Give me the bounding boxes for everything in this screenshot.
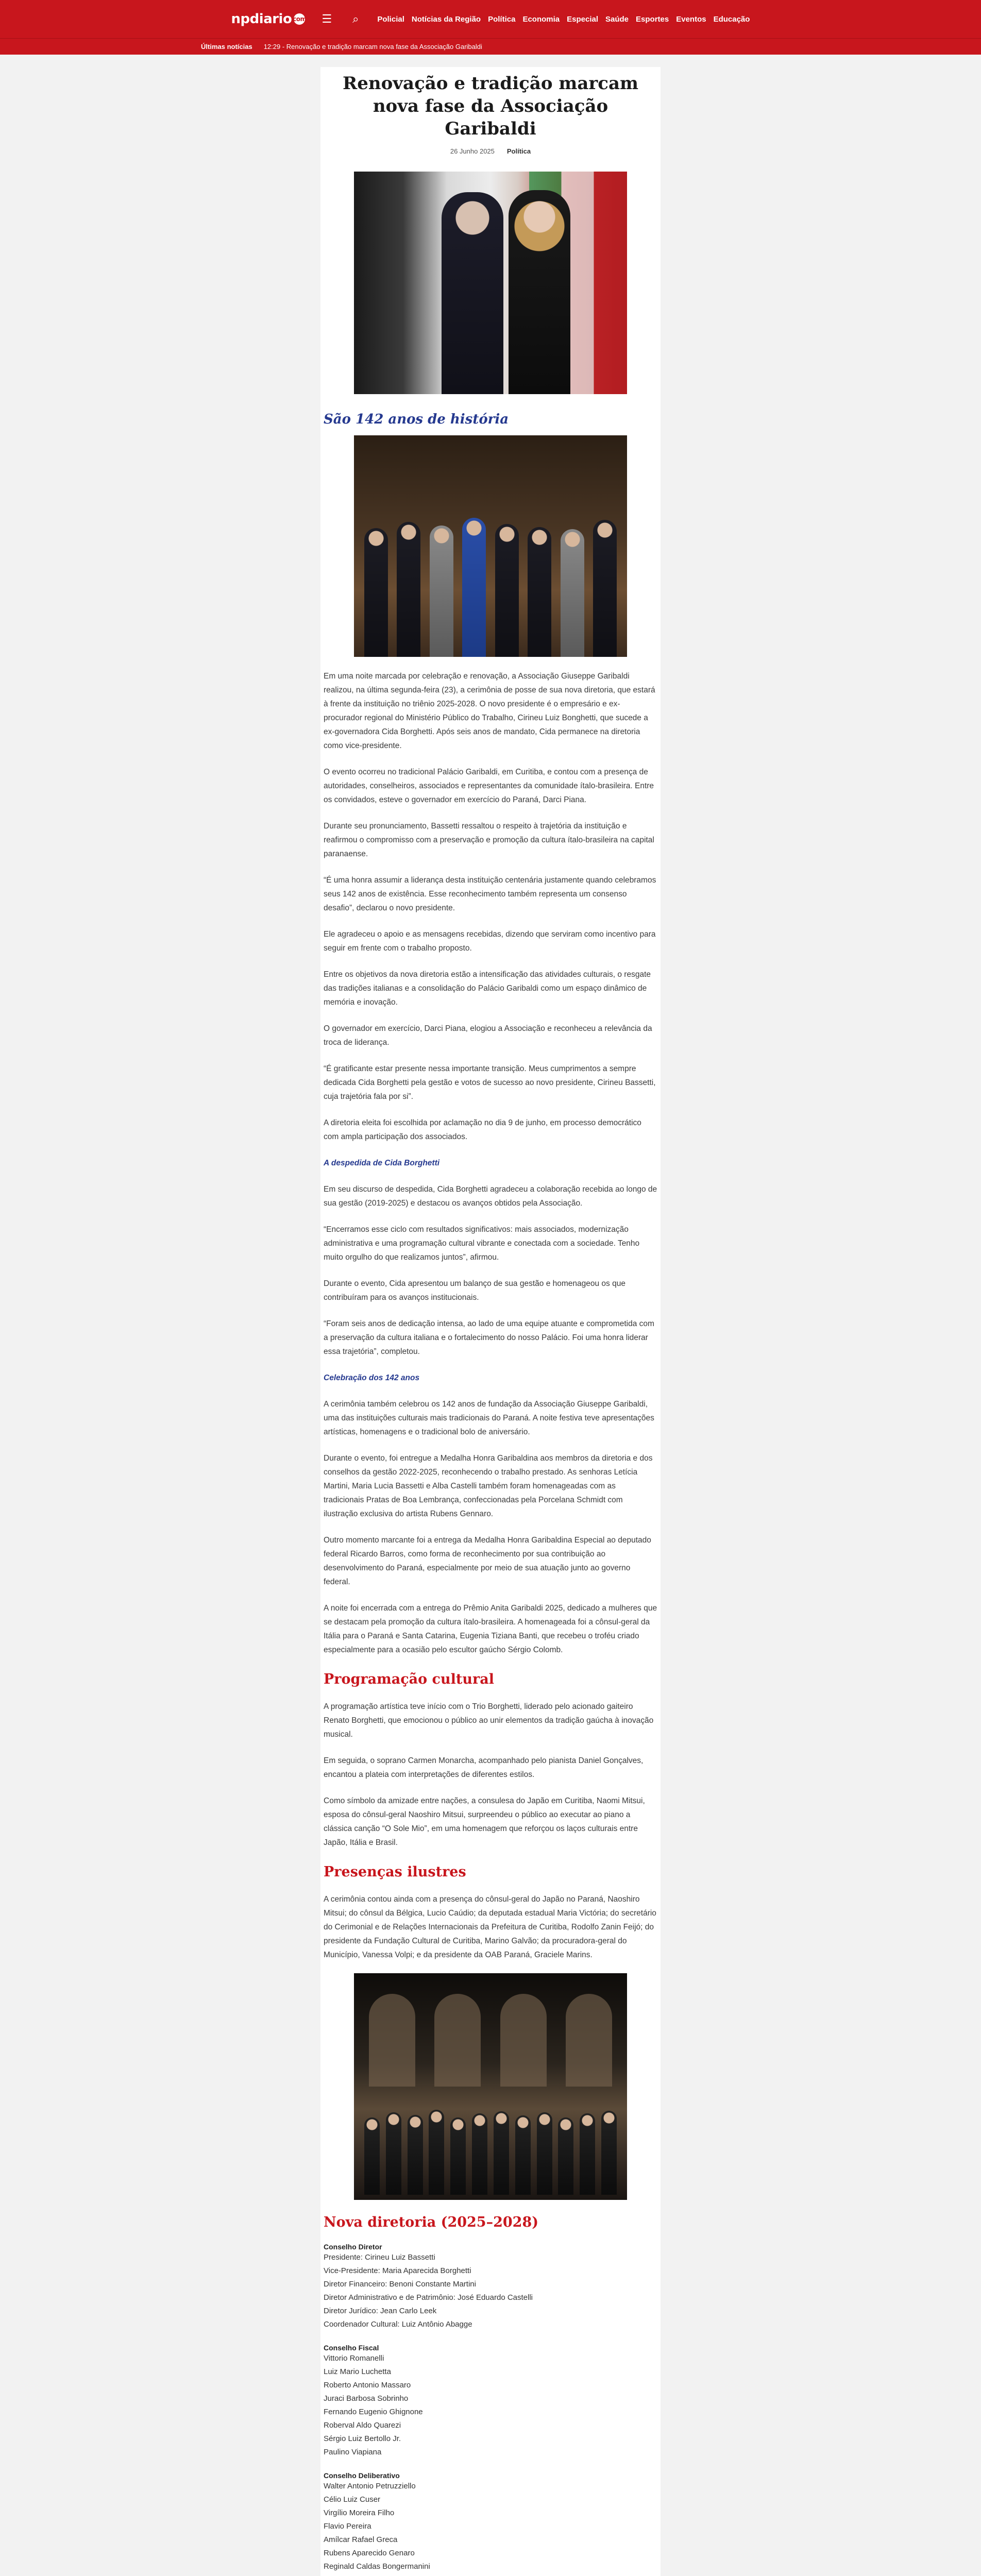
roster-item: Juraci Barbosa Sobrinho xyxy=(324,2394,409,2403)
roster-item: Paulino Viapiana xyxy=(324,2448,382,2456)
article-category[interactable]: Política xyxy=(506,147,531,155)
paragraph: Em seguida, o soprano Carmen Monarcha, acompanhado pelo pianista Daniel Gonçalves, encantou a plateia com interpretações de diferentes estilos. xyxy=(324,1756,644,1779)
photo-ceremony xyxy=(354,1973,627,2200)
main-nav xyxy=(377,15,750,24)
roster-title: Conselho Diretor xyxy=(324,2243,382,2251)
nav-item-eventos[interactable]: Eventos xyxy=(676,14,706,24)
article-subhead: São 142 anos de história xyxy=(324,412,509,427)
article-body xyxy=(324,669,657,2576)
paragraph: “É gratificante estar presente nessa importante transição. Meus cumprimentos a sempre dedicada Cida Borghetti pela gestão e votos de sucesso ao novo presidente, Cirineu Bassetti, cuja trajetória fala por si”. xyxy=(324,1064,656,1101)
paragraph: Em seu discurso de despedida, Cida Borghetti agradeceu a colaboração recebida ao longo de sua gestão (2019-2025) e destacou os avanços obtidos pela Associação. xyxy=(324,1185,657,1208)
nav-item-esportes[interactable]: Esportes xyxy=(636,14,669,24)
roster-item: Célio Luiz Cuser xyxy=(324,2495,381,2504)
roster-list xyxy=(324,2352,657,2459)
paragraph: Outro momento marcante foi a entrega da Medalha Honra Garibaldina Especial ao deputado federal Ricardo Barros, como forma de reconhecimento por sua contribuição ao desenvolvimento do Paraná, especialmente por meio de sua atuação junto ao governo federal. xyxy=(324,1536,651,1586)
paragraph: A cerimônia também celebrou os 142 anos de fundação da Associação Giuseppe Garibaldi, uma das instituições culturais mais tradicionais do Paraná. A noite festiva teve apresentações artísticas, homenagens e o tradicional bolo de aniversário. xyxy=(324,1400,654,1436)
roster-item: Vittorio Romanelli xyxy=(324,2354,384,2363)
nav-item-noticias-regiao[interactable]: Notícias da Região xyxy=(411,14,481,24)
section-title-diretoria: Nova diretoria (2025–2028) xyxy=(324,2214,539,2230)
paragraph: Durante o evento, foi entregue a Medalha Honra Garibaldina aos membros da diretoria e dos conselhos da gestão 2022-2025, reconhecendo o trabalho prestado. As senhoras Letícia Martini, Maria Lucia Bassetti e Alba Castelli também foram homenageadas com as tradicionais Pratas de Boa Lembrança, confeccionadas pela Porcelana Schmidt com ilustração exclusiva do artista Rubens Gennaro. xyxy=(324,1454,653,1518)
roster-title: Conselho Fiscal xyxy=(324,2344,379,2352)
paragraph: “Encerramos esse ciclo com resultados significativos: mais associados, modernização administrativa e uma programação cultural vibrante e conectada com a sociedade. Tenho muito orgulho do que realizamos juntos”, afirmou. xyxy=(324,1225,640,1262)
roster-item xyxy=(324,2573,657,2576)
paragraph: Entre os objetivos da nova diretoria estão a intensificação das atividades culturais, o resgate das tradições italianas e a consolidação do Palácio Garibaldi como um espaço dinâmico de memória e inovação. xyxy=(324,970,651,1007)
roster-item: Luiz Mario Luchetta xyxy=(324,2367,391,2376)
article-meta xyxy=(320,147,661,155)
roster-item: Flavio Pereira xyxy=(324,2522,371,2531)
paragraph: O evento ocorreu no tradicional Palácio Garibaldi, em Curitiba, e contou com a presença de autoridades, conselheiros, associados e representantes da comunidade ítalo-brasileira. Entre os convidados, esteve o governador em exercício do Paraná, Darci Piana. xyxy=(324,768,654,804)
search-icon[interactable]: ⌕ xyxy=(352,12,359,25)
news-ticker xyxy=(0,38,981,55)
roster-item: Rubens Aparecido Genaro xyxy=(324,2549,415,2557)
article-title: Renovação e tradição marcam nova fase da Associação Garibaldi xyxy=(343,73,638,139)
roster-item: Diretor Administrativo e de Patrimônio: José Eduardo Castelli xyxy=(324,2293,533,2302)
article-date: 26 Junho 2025 xyxy=(450,147,495,155)
paragraph: “Foram seis anos de dedicação intensa, ao lado de uma equipe atuante e comprometida com a preservação da cultura italiana e o fortalecimento do nosso Palácio. Foi uma honra liderar essa trajetória”, completou. xyxy=(324,1319,654,1356)
section-title-presencas: Presenças ilustres xyxy=(324,1864,466,1880)
site-logo[interactable] xyxy=(231,11,306,27)
ticker-item[interactable]: 12:29 - Renovação e tradição marcam nova fase da Associação Garibaldi xyxy=(263,43,482,50)
roster-item: Amílcar Rafael Greca xyxy=(324,2535,398,2544)
roster-item: Roberval Aldo Quarezi xyxy=(324,2421,401,2430)
section-title-farewell: A despedida de Cida Borghetti xyxy=(324,1159,440,1167)
article xyxy=(320,67,661,2576)
photo-couple-flag xyxy=(354,172,627,394)
roster-item: Diretor Jurídico: Jean Carlo Leek xyxy=(324,2307,437,2315)
roster-item: Presidente: Cirineu Luiz Bassetti xyxy=(324,2253,435,2262)
nav-item-educacao[interactable]: Educação xyxy=(713,14,750,24)
roster-list xyxy=(324,2480,657,2576)
paragraph: A diretoria eleita foi escolhida por aclamação no dia 9 de junho, em processo democrático com ampla participação dos associados. xyxy=(324,1118,641,1141)
paragraph: Durante seu pronunciamento, Bassetti ressaltou o respeito à trajetória da instituição e reafirmou o compromisso com a preservação e promoção da cultura ítalo-brasileira na capital paranaense. xyxy=(324,822,654,858)
roster-list xyxy=(324,2251,657,2331)
roster-title: Conselho Deliberativo xyxy=(324,2471,400,2480)
paragraph: A programação artística teve início com o Trio Borghetti, liderado pelo acionado gaiteiro Renato Borghetti, que emocionou o público ao unir elementos da tradição gaúcha à inovação musical. xyxy=(324,1702,654,1739)
logo-suffix: com xyxy=(294,13,305,25)
roster-item: Vice-Presidente: Maria Aparecida Borghetti xyxy=(324,2266,471,2275)
roster-item: Reginald Caldas Bongermanini xyxy=(324,2562,430,2571)
nav-item-economia[interactable]: Economia xyxy=(522,14,560,24)
photo-group xyxy=(354,435,627,657)
nav-item-politica[interactable]: Política xyxy=(488,14,516,24)
roster-item: Fernando Eugenio Ghignone xyxy=(324,2408,423,2416)
hamburger-icon[interactable]: ☰ xyxy=(322,12,332,25)
nav-item-especial[interactable]: Especial xyxy=(567,14,598,24)
roster-item: Virgílio Moreira Filho xyxy=(324,2509,395,2517)
paragraph: Durante o evento, Cida apresentou um balanço de sua gestão e homenageou os que contribuíram para os avanços institucionais. xyxy=(324,1279,625,1302)
roster-item: Diretor Financeiro: Benoni Constante Martini xyxy=(324,2280,476,2289)
paragraph: Em uma noite marcada por celebração e renovação, a Associação Giuseppe Garibaldi realizou, na última segunda-feira (23), a cerimônia de posse de sua nova diretoria, que estará à frente da instituição no triênio 2025-2028. O novo presidente é o empresário e ex-procurador regional do Ministério Público do Trabalho, Cirineu Luiz Bonghetti, que sucede a ex-governadora Cida Borghetti. Após seis anos de mandato, Cida permanece na diretoria como vice-presidente. xyxy=(324,672,655,750)
roster-item: Walter Antonio Petruzziello xyxy=(324,2482,416,2490)
paragraph: A cerimônia contou ainda com a presença do cônsul-geral do Japão no Paraná, Naoshiro Mitsui; do cônsul da Bélgica, Lucio Caúdio; da deputada estadual Maria Victória; do secretário do Cerimonial e de Relações Internacionais da Prefeitura de Curitiba, Rodolfo Zanin Feijó; do presidente da Fundação Cultural de Curitiba, Marino Galvão; da procuradora-geral do Município, Vanessa Volpi; e da presidente da OAB Paraná, Graciele Marins. xyxy=(324,1895,656,1959)
roster-item: Sérgio Luiz Bertollo Jr. xyxy=(324,2434,401,2443)
ticker-label: Últimas notícias xyxy=(201,43,252,50)
paragraph: Como símbolo da amizade entre nações, a consulesa do Japão em Curitiba, Naomi Mitsui, esposa do cônsul-geral Naoshiro Mitsui, surpreendeu o público ao executar ao piano a clássica canção “O Sole Mio”, em uma homenagem que reforçou os laços culturais entre Japão, Itália e Brasil. xyxy=(324,1797,645,1847)
roster-item: Coordenador Cultural: Luiz Antônio Abagge xyxy=(324,2320,472,2329)
paragraph: Ele agradeceu o apoio e as mensagens recebidas, dizendo que serviram como incentivo para seguir em frente com o trabalho proposto. xyxy=(324,930,656,953)
top-header xyxy=(0,0,981,38)
nav-item-policial[interactable]: Policial xyxy=(377,14,404,24)
nav-item-saude[interactable]: Saúde xyxy=(605,14,629,24)
section-title-celebration: Celebração dos 142 anos xyxy=(324,1374,420,1382)
paragraph: “É uma honra assumir a liderança desta instituição centenária justamente quando celebramos seus 142 anos de existência. Esse reconhecimento também representa um consenso desafio”, declarou o novo presidente. xyxy=(324,876,656,912)
page-body xyxy=(0,55,981,2576)
logo-text: npdiario xyxy=(231,11,292,27)
roster-item: Roberto Antonio Massaro xyxy=(324,2381,411,2389)
paragraph: A noite foi encerrada com a entrega do Prêmio Anita Garibaldi 2025, dedicado a mulheres que se destacam pela promoção da cultura ítalo-brasileira. A homenageada foi a cônsul-geral da Itália para o Paraná e Santa Catarina, Eugenia Tiziana Banti, que recebeu o troféu criado especialmente para a ocasião pelo escultor gaúcho Sérgio Colomb. xyxy=(324,1604,657,1654)
section-title-programacao: Programação cultural xyxy=(324,1671,494,1687)
paragraph: O governador em exercício, Darci Piana, elogiou a Associação e reconheceu a relevância da troca de liderança. xyxy=(324,1024,652,1047)
